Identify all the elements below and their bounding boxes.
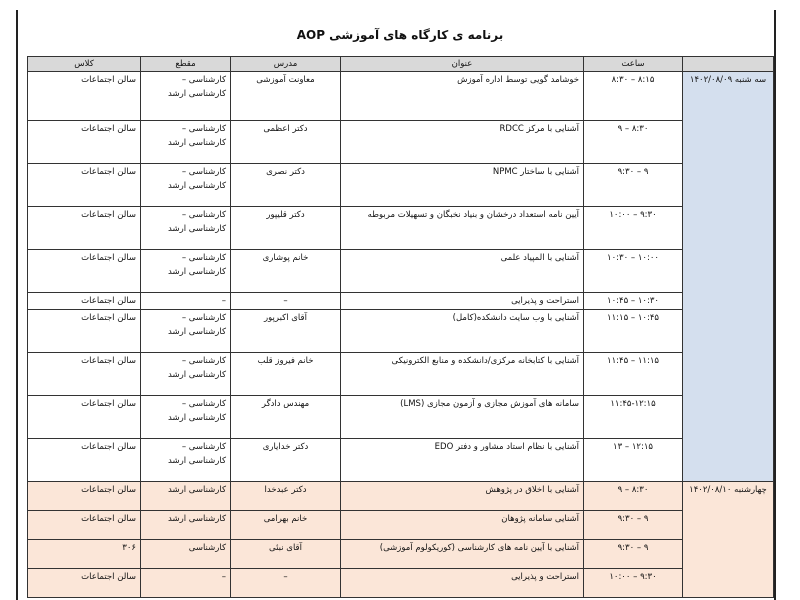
level-cell: – — [141, 569, 231, 598]
room-cell: ۳۰۶ — [28, 540, 141, 569]
room-cell: سالن اجتماعات — [28, 250, 141, 293]
title-cell: آیین نامه استعداد درخشان و بنیاد نخبگان و تسهیلات مربوطه — [341, 207, 584, 250]
level-cell: کارشناسی – کارشناسی ارشد — [141, 439, 231, 482]
title-cell: آشنایی با ساختار NPMC — [341, 164, 584, 207]
table-row — [28, 310, 774, 353]
instructor-cell: خانم پوشاری — [231, 250, 341, 293]
room-cell: سالن اجتماعات — [28, 511, 141, 540]
title-cell: آشنایی با مرکز RDCC — [341, 121, 584, 164]
title-cell: آشنایی با آیین نامه های کارشناسی (کوریکولوم آموزشی) — [341, 540, 584, 569]
table-row — [28, 72, 774, 121]
instructor-cell: آقای اکبرپور — [231, 310, 341, 353]
level-cell: کارشناسی – کارشناسی ارشد — [141, 121, 231, 164]
day-cell: سه شنبه ۱۴۰۲/۰۸/۰۹ — [683, 72, 774, 482]
instructor-cell: دکتر اعظمی — [231, 121, 341, 164]
table-row — [28, 164, 774, 207]
level-cell: کارشناسی – کارشناسی ارشد — [141, 164, 231, 207]
room-cell: سالن اجتماعات — [28, 207, 141, 250]
header-day — [683, 57, 774, 72]
time-cell: ۱۰:۴۵ – ۱۱:۱۵ — [584, 310, 683, 353]
instructor-cell: دکتر قلیپور — [231, 207, 341, 250]
title-cell: استراحت و پذیرایی — [341, 293, 584, 310]
title-cell: سامانه های آموزش مجازی و آزمون مجازی (LMS) — [341, 396, 584, 439]
instructor-cell: دکتر نصری — [231, 164, 341, 207]
room-cell: سالن اجتماعات — [28, 121, 141, 164]
instructor-cell: مهندس دادگر — [231, 396, 341, 439]
room-cell: سالن اجتماعات — [28, 439, 141, 482]
level-cell: کارشناسی – کارشناسی ارشد — [141, 250, 231, 293]
level-cell: کارشناسی – کارشناسی ارشد — [141, 310, 231, 353]
room-cell: سالن اجتماعات — [28, 72, 141, 121]
level-cell: کارشناسی ارشد — [141, 482, 231, 511]
level-cell: – — [141, 293, 231, 310]
instructor-cell: معاونت آموزشی — [231, 72, 341, 121]
header-instructor: مدرس — [231, 57, 341, 72]
table-row — [28, 293, 774, 310]
instructor-cell: – — [231, 569, 341, 598]
level-cell: کارشناسی – کارشناسی ارشد — [141, 353, 231, 396]
document-title: برنامه ی کارگاه های آموزشی AOP — [296, 28, 504, 42]
level-cell: کارشناسی – کارشناسی ارشد — [141, 396, 231, 439]
title-cell: خوشامد گویی توسط اداره آموزش — [341, 72, 584, 121]
table-row — [28, 439, 774, 482]
table-header-row — [28, 57, 774, 72]
title-cell: استراحت و پذیرایی — [341, 569, 584, 598]
level-cell: کارشناسی – کارشناسی ارشد — [141, 72, 231, 121]
schedule-body — [28, 72, 774, 598]
instructor-cell: دکتر خدایاری — [231, 439, 341, 482]
header-title: عنوان — [341, 57, 584, 72]
instructor-cell: – — [231, 293, 341, 310]
table-row — [28, 353, 774, 396]
table-row — [28, 396, 774, 439]
time-cell: ۹:۳۰ – ۱۰:۰۰ — [584, 207, 683, 250]
room-cell: سالن اجتماعات — [28, 310, 141, 353]
time-cell: ۹ – ۹:۳۰ — [584, 511, 683, 540]
room-cell: سالن اجتماعات — [28, 353, 141, 396]
time-cell: ۸:۳۰ – ۹ — [584, 482, 683, 511]
schedule-table — [27, 56, 774, 598]
time-cell: ۱۰:۰۰ – ۱۰:۳۰ — [584, 250, 683, 293]
header-room: کلاس — [28, 57, 141, 72]
instructor-cell: خانم فیروز قلب — [231, 353, 341, 396]
room-cell: سالن اجتماعات — [28, 396, 141, 439]
instructor-cell: دکتر عبدخدا — [231, 482, 341, 511]
title-cell: آشنایی با اخلاق در پژوهش — [341, 482, 584, 511]
time-cell: ۱۰:۳۰ – ۱۰:۴۵ — [584, 293, 683, 310]
instructor-cell: خانم بهرامی — [231, 511, 341, 540]
table-row — [28, 511, 774, 540]
table-row — [28, 121, 774, 164]
room-cell: سالن اجتماعات — [28, 293, 141, 310]
room-cell: سالن اجتماعات — [28, 569, 141, 598]
instructor-cell: آقای نبئی — [231, 540, 341, 569]
time-cell: ۸:۱۵ – ۸:۳۰ — [584, 72, 683, 121]
header-time: ساعت — [584, 57, 683, 72]
title-cell: آشنایی سامانه پژوهان — [341, 511, 584, 540]
table-row — [28, 482, 774, 511]
table-row — [28, 540, 774, 569]
level-cell: کارشناسی ارشد — [141, 511, 231, 540]
header-level: مقطع — [141, 57, 231, 72]
room-cell: سالن اجتماعات — [28, 164, 141, 207]
title-cell: آشنایی با کتابخانه مرکزی/دانشکده و منابع الکترونیکی — [341, 353, 584, 396]
level-cell: کارشناسی — [141, 540, 231, 569]
time-cell: ۸:۳۰ – ۹ — [584, 121, 683, 164]
title-cell: آشنایی با وب سایت دانشکده(کامل) — [341, 310, 584, 353]
time-cell: ۹:۳۰ – ۱۰:۰۰ — [584, 569, 683, 598]
table-row — [28, 569, 774, 598]
room-cell: سالن اجتماعات — [28, 482, 141, 511]
time-cell: ۱۲:۱۵ – ۱۳ — [584, 439, 683, 482]
level-cell: کارشناسی – کارشناسی ارشد — [141, 207, 231, 250]
time-cell: ۱۱:۴۵-۱۲:۱۵ — [584, 396, 683, 439]
title-cell: آشنایی با المپیاد علمی — [341, 250, 584, 293]
table-row — [28, 207, 774, 250]
title-cell: آشنایی با نظام استاد مشاور و دفتر EDO — [341, 439, 584, 482]
time-cell: ۹ – ۹:۳۰ — [584, 164, 683, 207]
time-cell: ۹ – ۹:۳۰ — [584, 540, 683, 569]
time-cell: ۱۱:۱۵ – ۱۱:۴۵ — [584, 353, 683, 396]
day-cell: چهارشنبه ۱۴۰۲/۰۸/۱۰ — [683, 482, 774, 598]
table-row — [28, 250, 774, 293]
